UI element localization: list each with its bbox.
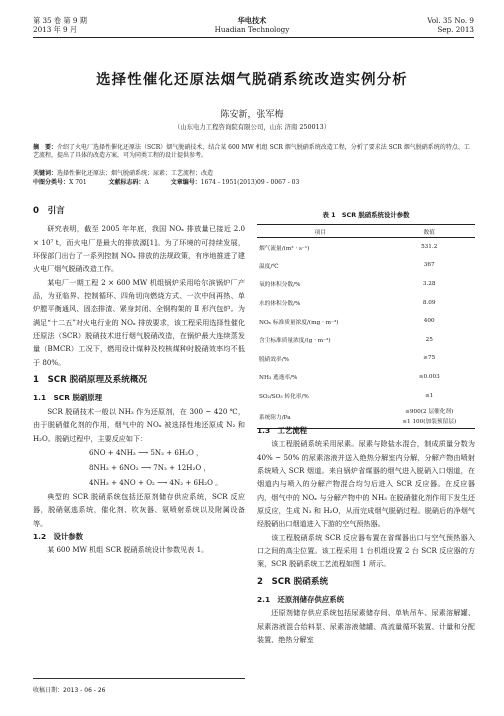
table-row [257, 293, 475, 312]
right-column [257, 424, 475, 647]
param-name-cell: 烟气流量/(m³ · s⁻¹) [259, 245, 310, 252]
header-rule [33, 37, 474, 38]
section-heading: 2 SCR 脱硝系统 [257, 576, 329, 587]
param-value-cell: ≥75 [423, 355, 436, 362]
doc-code-value: A [144, 179, 149, 186]
table-row [257, 349, 475, 368]
param-name-cell: 温度/℃ [259, 263, 279, 270]
param-value-cell: 3.28 [422, 280, 436, 287]
param-name-cell: 氧的体积分数/% [259, 282, 301, 289]
param-name-cell: 脱硝效率/% [259, 356, 290, 363]
body-paragraph: 某电厂一期工程 2 × 600 MW 机组锅炉采用哈尔滨锅炉厂产品，为亚临界、控制循环、四角切向燃烧方式、一次中间再热、单炉膛平衡通风、固态排渣、紧身封闭、全钢构架的 Ⅱ 形汽包炉。为满足“十二五”对火电行业的 NOₓ 排放要求，该工程采用选择性催化还原法（SCR）脱硝技术进行烟气脱硝改造，在锅炉最大连续蒸发量（BMCR）工况下，燃用设计煤种及校核煤种时脱硝效率均不低于 80%。 [33, 277, 245, 367]
table-header-cell: 项目 [257, 225, 383, 238]
subsection-heading: 2.1 还原剂储存供应系统 [257, 595, 344, 605]
header-vol-en: Vol. 35 No. 9 [427, 16, 474, 25]
header-date: 2013 年 9 月 [33, 25, 78, 34]
subsection-heading: 1.1 SCR 脱硝原理 [33, 393, 103, 403]
table-header-row [257, 225, 475, 238]
param-value-cell: 400 [423, 318, 435, 325]
abstract-text: 介绍了火电厂选择性催化还原法（SCR）烟气脱硝技术，结合某 600 MW 机组 SCR 烟气脱硝系统改造工程，分析了要求法 SCR 烟气脱硝系统的特点、工艺流程，提出了具体的改造方案，可为同类工程的设计提供参考。 [33, 144, 470, 160]
doc-code-label: 文献标志码： [108, 179, 145, 186]
article-id-label: 文章编号： [170, 179, 201, 186]
table-row [257, 256, 475, 275]
body-paragraph: SCR 脱硝技术一般以 NH₃ 作为还原剂，在 300 ~ 420 ℃，由于脱硝催化剂的作用，烟气中的 NOₓ 被选择性地还原成 N₂ 和 H₂O。脱硝过程中，主要反应如下： [33, 406, 245, 443]
header-journal-cn: 华电技术 [237, 16, 267, 25]
param-name-cell: 含尘标准质量浓度/(g · m⁻³) [259, 338, 331, 345]
classification [33, 179, 474, 187]
param-value-cell: 8.09 [422, 299, 436, 306]
abstract-label: 摘 要： [33, 144, 58, 151]
reaction-equation: 6NO + 4NH₃ ⟶ 5N₂ + 6H₂O ， [89, 447, 204, 457]
param-value-cell: ≤0.003 [418, 373, 440, 380]
body-paragraph: 典型的 SCR 脱硝系统包括还原剂储存供应系统，SCR 反应器，脱硝氨逃系统，催化剂、吹灰器、氨喷射系统以及附属设备等。 [33, 491, 245, 528]
header-volume-issue: 第 35 卷 第 9 期 [33, 16, 87, 25]
body-paragraph: 该工程脱硝系统采用尿素。尿素与除盐水混合，制成质量分数为 40% ~ 50% 的尿素溶液并送入绝热分解室内分解，分解产物由喷射系统喷入 SCR 烟道。来自锅炉省煤器的烟气进入脱硝入口烟道，在烟道内与喷入的分解产物混合均匀后进入 SCR 反应器。在反应器内，烟气中的 NOₓ 与分解产物中的 NH₃ 在脱硝催化剂作用下发生还原反应，生成 N₂ 和 H₂O，从而完成烟气脱硝过程。脱硝后的净烟气经脱硝出口烟道进入下游的空气预热器。 [257, 439, 475, 529]
body-paragraph: 该工程脱硝系统 SCR 反应器布置在省煤器出口与空气预热器入口之间的高尘位置。该工程采用 1 台机组设置 2 台 SCR 反应器的方案，SCR 脱硝系统工艺流程如图 1 所示。 [257, 532, 475, 569]
header-date-en: Sep. 2013 [437, 25, 474, 34]
keywords-text: 选择性催化还原法；烟气脱硝系统；尿素；工艺流程；改造 [57, 170, 214, 177]
paper-authors: 陈安新，张军梅 [220, 110, 284, 120]
article-id-value: 1674 - 1951(2013)09 - 0067 - 03 [200, 179, 300, 186]
table-header-cell: 数值 [383, 225, 475, 238]
section-heading: 0 引言 [33, 206, 65, 216]
param-value-cell: 25 [425, 336, 433, 343]
param-name-cell: 系统阻力/Pa [257, 405, 383, 429]
reaction-equation: 4NH₃ + 4NO + O₂ ⟶ 4N₂ + 6H₂O 。 [89, 477, 223, 487]
keywords-label: 关键词： [33, 170, 58, 177]
param-name-cell: NOₓ 标准质量浓度/(mg · m⁻³) [259, 319, 339, 326]
keywords [33, 170, 474, 178]
table-row [257, 386, 475, 405]
left-column [33, 205, 245, 557]
table-row [257, 238, 475, 257]
subsection-heading: 1.3 工艺流程 [257, 426, 308, 435]
param-value-cell: 531.2 [421, 244, 438, 251]
reaction-equation: 8NH₃ + 6NO₂ ⟶ 7N₂ + 12H₂O ， [89, 462, 211, 472]
param-name-cell: NH₃ 逃逸率/% [259, 375, 298, 382]
table-row [257, 312, 475, 331]
param-value-cell: 367 [423, 262, 435, 269]
received-date: 收稿日期：2013 - 06 - 26 [33, 687, 106, 694]
table-row [257, 368, 475, 387]
design-parameters-table [257, 224, 475, 429]
clc-value: X 701 [69, 179, 87, 186]
param-value-cell: ≤900(2 层催化剂) ≤1 100(加装预留层) [383, 405, 475, 429]
footnote-rule [33, 678, 245, 679]
body-paragraph: 某 600 MW 机组 SCR 脱硝系统设计参数见表 1。 [47, 545, 209, 555]
header-journal-en: Huadian Technology [214, 25, 290, 34]
clc-label: 中图分类号： [33, 179, 70, 186]
param-value-cell: ≤1 [425, 392, 434, 399]
param-name-cell: SO₂/SO₃ 转化率/% [259, 394, 309, 401]
header-right [427, 16, 474, 34]
table-caption: 表 1 SCR 脱硝系统设计参数 [322, 211, 410, 219]
param-name-cell: 水的体积分数/% [259, 301, 301, 308]
body-paragraph: 研究表明，截至 2005 年年底，我国 NOₓ 排放量已接近 2.0 × 10⁷ t，而火电厂是最大的排放源[1]。为了环境的可持续发展，环保部门出台了一系列控制 NOₓ 排放的法规政策，有序地推进了建火电厂烟气脱硝改造工作。 [33, 224, 245, 274]
table-row [257, 275, 475, 294]
section-heading: 1 SCR 脱硝原理及系统概况 [33, 375, 148, 386]
paper-affiliation: （山东电力工程咨询院有限公司，山东 济南 250013） [173, 123, 331, 131]
body-paragraph: 还原剂储存供应系统包括尿素储存间、单轨吊车、尿素溶解罐、尿素溶液混合给料泵、尿素溶液储罐、高流量循环装置、计量和分配装置、绝热分解室 [257, 608, 475, 645]
table-row [257, 330, 475, 349]
subsection-heading: 1.2 设计参数 [33, 531, 84, 541]
paper-title: 选择性催化还原法烟气脱硝系统改造实例分析 [96, 72, 408, 88]
abstract [33, 144, 474, 161]
